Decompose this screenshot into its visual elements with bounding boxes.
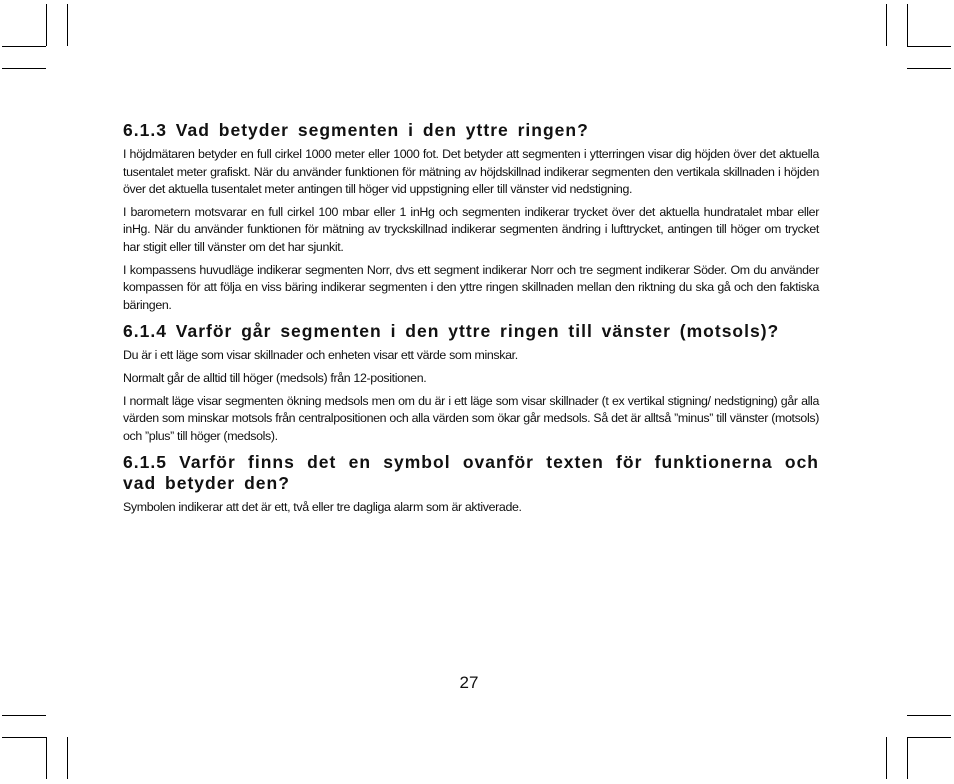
crop-mark-top-right-v1 [907,4,908,46]
section-heading: 6.1.5 Varför finns det en symbol ovanför texten för funktionerna och vad betyder den? [123,452,819,494]
page-number: 27 [459,673,479,692]
paragraph: Normalt går de alltid till höger (medsols) från 12-positionen. [123,370,427,385]
section-heading: 6.1.4 Varför går segmenten i den yttre ringen till vänster (motsols)? [123,321,780,342]
crop-mark-top-right-h2 [907,68,951,69]
paragraph: I normalt läge visar segmenten ökning medsols men om du är i ett läge som visar skillnader (t ex vertikal stigning/ nedstigning) går alla värden som minskar motsols från centralpositionen och alla värden som ökar går medsols. Så det är alltså ”minus” till vänster (motsols) och ”plus” till höger (medsols). [123,393,819,443]
crop-mark-top-right-h [907,46,951,47]
paragraph: I barometern motsvarar en full cirkel 100 mbar eller 1 inHg och segmenten indikerar trycket över det aktuella hundratalet mbar eller inHg. När du använder funktionen för mätning av tryckskillnad indikerar segmenten ändring i lufttrycket, antingen till höger om trycket har stigit eller till vänster om det har sjunkit. [123,204,819,254]
section-heading: 6.1.3 Vad betyder segmenten i den yttre ringen? [123,120,589,140]
paragraph: I kompassens huvudläge indikerar segmenten Norr, dvs ett segment indikerar Norr och tre segment indikerar Söder. Om du använder kompassen för att följa en viss bäring indikerar segmenten i den yttre ringen skillnaden mellan den riktning du ska gå och den faktiska bäringen. [123,262,819,312]
section-6-1-3 [123,120,819,314]
document-body [123,120,819,522]
crop-mark-top-left-h2 [2,68,46,69]
crop-mark-bottom-right-v2 [886,737,887,779]
crop-mark-bottom-left-h2 [2,715,46,716]
crop-mark-bottom-left-h [2,737,46,738]
paragraph: Du är i ett läge som visar skillnader och enheten visar ett värde som minskar. [123,348,518,363]
crop-mark-top-left-h [2,46,46,47]
crop-mark-bottom-right-h2 [907,715,951,716]
paragraph: Symbolen indikerar att det är ett, två eller tre dagliga alarm som är aktiverade. [123,500,522,515]
paragraph: I höjdmätaren betyder en full cirkel 1000 meter eller 1000 fot. Det betyder att segmenten i ytterringen visar dig höjden över det aktuella tusentalet meter grafiskt. När du använder funktionen för mätning av höjdskillnad indikerar segmenten den vertikala skillnaden i höjden över det aktuella tusentalet meter antingen till höger vid uppstigning eller till vänster vid nedstigning. [123,147,819,197]
crop-mark-top-left-v2 [67,4,68,46]
crop-mark-bottom-right-h [907,737,951,738]
crop-mark-top-left-v1 [46,4,47,46]
section-6-1-4 [123,321,819,445]
section-6-1-5 [123,452,819,517]
crop-mark-top-right-v2 [886,4,887,46]
crop-mark-bottom-left-v2 [67,737,68,779]
crop-mark-bottom-right-v1 [907,737,908,779]
crop-mark-bottom-left-v1 [46,737,47,779]
